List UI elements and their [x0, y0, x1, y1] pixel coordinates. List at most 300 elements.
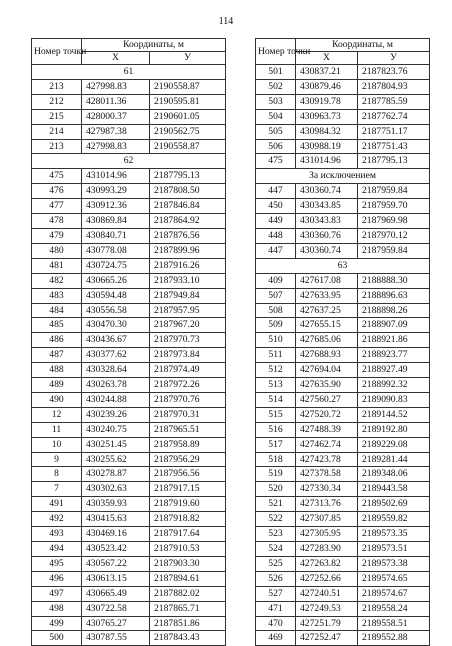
y-coordinate-cell: 2187894.61: [150, 571, 226, 586]
x-coordinate-cell: 427488.39: [296, 422, 358, 437]
x-coordinate-cell: 430988.19: [296, 139, 358, 154]
y-coordinate-cell: 2187918.82: [150, 512, 226, 527]
x-coordinate-cell: 427633.95: [296, 288, 358, 303]
table-row: [32, 333, 226, 348]
y-coordinate-cell: 2189229.08: [358, 437, 430, 452]
x-coordinate-cell: 427330.34: [296, 482, 358, 497]
table-row: [32, 288, 226, 303]
point-number-cell: 484: [32, 303, 82, 318]
point-number-cell: 471: [256, 601, 296, 616]
y-coordinate-cell: 2190601.05: [150, 109, 226, 124]
x-coordinate-cell: 427637.25: [296, 303, 358, 318]
x-coordinate-cell: 430912.36: [82, 199, 150, 214]
table-row: [256, 407, 430, 422]
point-number-cell: 506: [256, 139, 296, 154]
y-coordinate-cell: 2187959.84: [358, 184, 430, 199]
point-number-cell: 11: [32, 422, 82, 437]
table-row: [256, 556, 430, 571]
table-row: [32, 601, 226, 616]
x-coordinate-cell: 427307.85: [296, 512, 358, 527]
table-row: [256, 601, 430, 616]
y-coordinate-cell: 2187795.13: [150, 169, 226, 184]
point-number-cell: 475: [32, 169, 82, 184]
y-coordinate-cell: 2187917.64: [150, 527, 226, 542]
table-row: [256, 243, 430, 258]
x-coordinate-cell: 430665.49: [82, 586, 150, 601]
x-coordinate-cell: 430251.45: [82, 437, 150, 452]
point-number-cell: 499: [32, 616, 82, 631]
y-coordinate-cell: 2188927.49: [358, 363, 430, 378]
point-number-cell: 450: [256, 199, 296, 214]
y-coordinate-cell: 2187762.74: [358, 109, 430, 124]
point-number-cell: 476: [32, 184, 82, 199]
y-coordinate-cell: 2187973.84: [150, 348, 226, 363]
table-row: [32, 169, 226, 184]
x-coordinate-cell: 430556.58: [82, 303, 150, 318]
point-number-cell: 489: [32, 378, 82, 393]
y-coordinate-cell: 2187751.17: [358, 124, 430, 139]
x-coordinate-cell: 427263.82: [296, 556, 358, 571]
page-number: 114: [218, 16, 234, 27]
x-coordinate-cell: 427655.15: [296, 318, 358, 333]
table-row: [32, 363, 226, 378]
point-number-cell: 525: [256, 556, 296, 571]
point-number-cell: 213: [32, 139, 82, 154]
y-coordinate-cell: 2189573.38: [358, 556, 430, 571]
y-coordinate-cell: 2187974.49: [150, 363, 226, 378]
table-row: [256, 348, 430, 363]
point-number-cell: 481: [32, 258, 82, 273]
y-coordinate-cell: 2187864.92: [150, 214, 226, 229]
x-coordinate-cell: 430469.16: [82, 527, 150, 542]
x-coordinate-cell: 430879.46: [296, 79, 358, 94]
x-coordinate-cell: 428000.37: [82, 109, 150, 124]
point-number-cell: 495: [32, 556, 82, 571]
point-number-cell: 514: [256, 392, 296, 407]
table-row: [32, 273, 226, 288]
y-coordinate-cell: 2188907.09: [358, 318, 430, 333]
table-row: [256, 303, 430, 318]
y-coordinate-cell: 2187865.71: [150, 601, 226, 616]
table-row: [256, 422, 430, 437]
table-row: [32, 378, 226, 393]
y-coordinate-cell: 2187959.70: [358, 199, 430, 214]
y-coordinate-cell: 2187823.76: [358, 65, 430, 80]
y-header: У: [150, 52, 226, 65]
table-row: [256, 512, 430, 527]
table-row: [256, 467, 430, 482]
point-number-cell: 526: [256, 571, 296, 586]
y-coordinate-cell: 2189558.24: [358, 601, 430, 616]
table-row: [32, 139, 226, 154]
point-number-cell: 496: [32, 571, 82, 586]
y-coordinate-cell: 2187972.26: [150, 378, 226, 393]
x-coordinate-cell: 430343.85: [296, 199, 358, 214]
y-coordinate-cell: 2188923.77: [358, 348, 430, 363]
x-coordinate-cell: 430239.26: [82, 407, 150, 422]
section-row: [256, 169, 430, 184]
section-row: [256, 258, 430, 273]
table-row: [32, 437, 226, 452]
x-coordinate-cell: 430278.87: [82, 467, 150, 482]
point-number-cell: 497: [32, 586, 82, 601]
table-row: [256, 497, 430, 512]
point-number-cell: 449: [256, 214, 296, 229]
point-number-cell: 517: [256, 437, 296, 452]
table-row: [256, 527, 430, 542]
table-row: [256, 452, 430, 467]
table-row: [32, 243, 226, 258]
point-number-cell: 491: [32, 497, 82, 512]
table-row: [32, 527, 226, 542]
point-number-cell: 487: [32, 348, 82, 363]
point-number-cell: 492: [32, 512, 82, 527]
x-coordinate-cell: 427378.58: [296, 467, 358, 482]
y-coordinate-cell: 2189559.82: [358, 512, 430, 527]
table-row: [32, 407, 226, 422]
point-number-cell: 7: [32, 482, 82, 497]
y-coordinate-cell: 2187970.76: [150, 392, 226, 407]
x-coordinate-cell: 430360.74: [296, 184, 358, 199]
y-coordinate-cell: 2187965.51: [150, 422, 226, 437]
point-number-cell: 515: [256, 407, 296, 422]
x-coordinate-cell: 428011.36: [82, 94, 150, 109]
x-coordinate-cell: 430360.74: [296, 243, 358, 258]
table-row: [32, 124, 226, 139]
table-row: [256, 139, 430, 154]
table-row: [256, 228, 430, 243]
table-row: [32, 184, 226, 199]
x-coordinate-cell: 427520.72: [296, 407, 358, 422]
point-number-cell: 213: [32, 79, 82, 94]
x-coordinate-cell: 427283.90: [296, 542, 358, 557]
y-coordinate-cell: 2187751.43: [358, 139, 430, 154]
point-number-cell: 509: [256, 318, 296, 333]
y-coordinate-cell: 2187933.10: [150, 273, 226, 288]
table-row: [256, 184, 430, 199]
coordinates-table-left: [31, 38, 226, 646]
x-coordinate-cell: 427987.38: [82, 124, 150, 139]
x-coordinate-cell: 430302.63: [82, 482, 150, 497]
x-coordinate-cell: 427313.76: [296, 497, 358, 512]
point-number-cell: 447: [256, 243, 296, 258]
y-coordinate-cell: 2187919.60: [150, 497, 226, 512]
table-row: [256, 109, 430, 124]
y-coordinate-cell: 2187917.15: [150, 482, 226, 497]
point-number-cell: 511: [256, 348, 296, 363]
point-number-cell: 477: [32, 199, 82, 214]
point-number-cell: 480: [32, 243, 82, 258]
table-row: [256, 199, 430, 214]
x-coordinate-cell: 427998.83: [82, 79, 150, 94]
section-row: [32, 154, 226, 169]
y-coordinate-cell: 2187958.89: [150, 437, 226, 452]
table-row: [32, 79, 226, 94]
table-row: [32, 482, 226, 497]
y-coordinate-cell: 2190558.87: [150, 139, 226, 154]
x-coordinate-cell: 430665.26: [82, 273, 150, 288]
x-coordinate-cell: 427688.93: [296, 348, 358, 363]
table-row: [32, 318, 226, 333]
y-coordinate-cell: 2187916.26: [150, 258, 226, 273]
point-number-cell: 524: [256, 542, 296, 557]
x-coordinate-cell: 427240.51: [296, 586, 358, 601]
table-row: [256, 392, 430, 407]
x-coordinate-cell: 430778.08: [82, 243, 150, 258]
y-coordinate-cell: 2187808.50: [150, 184, 226, 199]
point-number-cell: 483: [32, 288, 82, 303]
table-row: [256, 571, 430, 586]
y-coordinate-cell: 2188992.32: [358, 378, 430, 393]
y-coordinate-cell: 2190595.81: [150, 94, 226, 109]
table-row: [32, 452, 226, 467]
x-coordinate-cell: 431014.96: [296, 154, 358, 169]
table-row: [32, 94, 226, 109]
y-coordinate-cell: 2187795.13: [358, 154, 430, 169]
x-coordinate-cell: 430359.93: [82, 497, 150, 512]
table-row: [256, 124, 430, 139]
point-number-cell: 523: [256, 527, 296, 542]
table-row: [256, 363, 430, 378]
x-coordinate-cell: 430255.62: [82, 452, 150, 467]
section-row: [32, 65, 226, 80]
y-coordinate-cell: 2189443.58: [358, 482, 430, 497]
x-coordinate-cell: 427462.74: [296, 437, 358, 452]
x-coordinate-cell: 427617.08: [296, 273, 358, 288]
x-coordinate-cell: 430328.64: [82, 363, 150, 378]
y-coordinate-cell: 2187846.84: [150, 199, 226, 214]
table-row: [256, 318, 430, 333]
x-coordinate-cell: 430787.55: [82, 631, 150, 646]
x-coordinate-cell: 430984.32: [296, 124, 358, 139]
table-row: [32, 542, 226, 557]
y-coordinate-cell: 2188896.63: [358, 288, 430, 303]
y-header: У: [358, 52, 430, 65]
point-number-cell: 475: [256, 154, 296, 169]
x-header: X: [296, 52, 358, 65]
table-row: [32, 497, 226, 512]
x-coordinate-cell: 427252.47: [296, 631, 358, 646]
table-row: [32, 228, 226, 243]
table-row: [32, 303, 226, 318]
x-coordinate-cell: 430869.84: [82, 214, 150, 229]
x-coordinate-cell: 427694.04: [296, 363, 358, 378]
table-row: [256, 631, 430, 646]
point-number-cell: 215: [32, 109, 82, 124]
y-coordinate-cell: 2187903.30: [150, 556, 226, 571]
point-number-header: Номер точки: [32, 39, 82, 65]
point-number-cell: 9: [32, 452, 82, 467]
point-number-cell: 482: [32, 273, 82, 288]
table-row: [32, 348, 226, 363]
y-coordinate-cell: 2187876.56: [150, 228, 226, 243]
y-coordinate-cell: 2187949.84: [150, 288, 226, 303]
point-number-cell: 409: [256, 273, 296, 288]
x-header: X: [82, 52, 150, 65]
table-row: [256, 437, 430, 452]
point-number-cell: 504: [256, 109, 296, 124]
y-coordinate-cell: 2189574.67: [358, 586, 430, 601]
point-number-cell: 10: [32, 437, 82, 452]
x-coordinate-cell: 430415.63: [82, 512, 150, 527]
point-number-cell: 502: [256, 79, 296, 94]
x-coordinate-cell: 427249.53: [296, 601, 358, 616]
table-row: [32, 258, 226, 273]
y-coordinate-cell: 2188898.26: [358, 303, 430, 318]
point-number-header: Номер точки: [256, 39, 296, 65]
y-coordinate-cell: 2189502.69: [358, 497, 430, 512]
coordinates-header: Координаты, м: [82, 39, 226, 52]
y-coordinate-cell: 2187899.96: [150, 243, 226, 258]
x-coordinate-cell: 430837.21: [296, 65, 358, 80]
y-coordinate-cell: 2187851.86: [150, 616, 226, 631]
table-row: [32, 571, 226, 586]
table-row: [32, 631, 226, 646]
x-coordinate-cell: 430963.73: [296, 109, 358, 124]
y-coordinate-cell: 2189348.06: [358, 467, 430, 482]
point-number-cell: 488: [32, 363, 82, 378]
point-number-cell: 518: [256, 452, 296, 467]
point-number-cell: 501: [256, 65, 296, 80]
point-number-cell: 519: [256, 467, 296, 482]
y-coordinate-cell: 2190558.87: [150, 79, 226, 94]
y-coordinate-cell: 2187910.53: [150, 542, 226, 557]
y-coordinate-cell: 2187804.93: [358, 79, 430, 94]
table-row: [256, 154, 430, 169]
y-coordinate-cell: 2189574.65: [358, 571, 430, 586]
table-row: [32, 616, 226, 631]
y-coordinate-cell: 2188921.86: [358, 333, 430, 348]
x-coordinate-cell: 430470.30: [82, 318, 150, 333]
point-number-cell: 512: [256, 363, 296, 378]
x-coordinate-cell: 427305.95: [296, 527, 358, 542]
x-coordinate-cell: 430765.27: [82, 616, 150, 631]
table-row: [256, 214, 430, 229]
y-coordinate-cell: 2189573.51: [358, 542, 430, 557]
x-coordinate-cell: 427635.90: [296, 378, 358, 393]
point-number-cell: 212: [32, 94, 82, 109]
y-coordinate-cell: 2189192.80: [358, 422, 430, 437]
point-number-cell: 469: [256, 631, 296, 646]
point-number-cell: 486: [32, 333, 82, 348]
y-coordinate-cell: 2187957.95: [150, 303, 226, 318]
y-coordinate-cell: 2189552.88: [358, 631, 430, 646]
table-row: [32, 422, 226, 437]
point-number-cell: 510: [256, 333, 296, 348]
point-number-cell: 500: [32, 631, 82, 646]
table-row: [32, 586, 226, 601]
y-coordinate-cell: 2187959.84: [358, 243, 430, 258]
section-label: За исключением: [256, 169, 430, 184]
x-coordinate-cell: 430244.88: [82, 392, 150, 407]
table-row: [256, 288, 430, 303]
x-coordinate-cell: 427998.83: [82, 139, 150, 154]
y-coordinate-cell: 2187969.98: [358, 214, 430, 229]
x-coordinate-cell: 430993.29: [82, 184, 150, 199]
point-number-cell: 521: [256, 497, 296, 512]
table-row: [256, 65, 430, 80]
y-coordinate-cell: 2189090.83: [358, 392, 430, 407]
point-number-cell: 522: [256, 512, 296, 527]
x-coordinate-cell: 427560.27: [296, 392, 358, 407]
point-number-cell: 470: [256, 616, 296, 631]
x-coordinate-cell: 430436.67: [82, 333, 150, 348]
x-coordinate-cell: 430919.78: [296, 94, 358, 109]
point-number-cell: 490: [32, 392, 82, 407]
x-coordinate-cell: 430594.48: [82, 288, 150, 303]
x-coordinate-cell: 427423.78: [296, 452, 358, 467]
table-row: [256, 482, 430, 497]
x-coordinate-cell: 430724.75: [82, 258, 150, 273]
point-number-cell: 505: [256, 124, 296, 139]
table-row: [256, 273, 430, 288]
x-coordinate-cell: 427252.66: [296, 571, 358, 586]
y-coordinate-cell: 2187785.59: [358, 94, 430, 109]
point-number-cell: 214: [32, 124, 82, 139]
y-coordinate-cell: 2188888.30: [358, 273, 430, 288]
table-row: [256, 79, 430, 94]
table-row: [32, 214, 226, 229]
section-label: 63: [256, 258, 430, 273]
y-coordinate-cell: 2187970.73: [150, 333, 226, 348]
x-coordinate-cell: 427251.79: [296, 616, 358, 631]
x-coordinate-cell: 427685.06: [296, 333, 358, 348]
x-coordinate-cell: 430613.15: [82, 571, 150, 586]
coordinates-header: Координаты, м: [296, 39, 430, 52]
x-coordinate-cell: 430377.62: [82, 348, 150, 363]
table-row: [256, 333, 430, 348]
coordinates-table-right: [255, 38, 430, 646]
table-row: [32, 467, 226, 482]
point-number-cell: 516: [256, 422, 296, 437]
point-number-cell: 507: [256, 288, 296, 303]
point-number-cell: 494: [32, 542, 82, 557]
x-coordinate-cell: 430523.42: [82, 542, 150, 557]
x-coordinate-cell: 430263.78: [82, 378, 150, 393]
table-row: [32, 556, 226, 571]
section-label: 62: [32, 154, 226, 169]
y-coordinate-cell: 2187882.02: [150, 586, 226, 601]
y-coordinate-cell: 2187967.20: [150, 318, 226, 333]
x-coordinate-cell: 430343.83: [296, 214, 358, 229]
y-coordinate-cell: 2187956.56: [150, 467, 226, 482]
x-coordinate-cell: 430722.58: [82, 601, 150, 616]
y-coordinate-cell: 2189144.52: [358, 407, 430, 422]
point-number-cell: 485: [32, 318, 82, 333]
table-row: [256, 616, 430, 631]
point-number-cell: 479: [32, 228, 82, 243]
y-coordinate-cell: 2189573.35: [358, 527, 430, 542]
x-coordinate-cell: 430840.71: [82, 228, 150, 243]
point-number-cell: 447: [256, 184, 296, 199]
y-coordinate-cell: 2187843.43: [150, 631, 226, 646]
point-number-cell: 498: [32, 601, 82, 616]
y-coordinate-cell: 2189558.51: [358, 616, 430, 631]
x-coordinate-cell: 431014.96: [82, 169, 150, 184]
point-number-cell: 508: [256, 303, 296, 318]
section-label: 61: [32, 65, 226, 80]
point-number-cell: 520: [256, 482, 296, 497]
y-coordinate-cell: 2187970.12: [358, 228, 430, 243]
y-coordinate-cell: 2190562.75: [150, 124, 226, 139]
point-number-cell: 513: [256, 378, 296, 393]
y-coordinate-cell: 2187970.31: [150, 407, 226, 422]
x-coordinate-cell: 430567.22: [82, 556, 150, 571]
table-row: [32, 109, 226, 124]
table-row: [256, 378, 430, 393]
y-coordinate-cell: 2187956.29: [150, 452, 226, 467]
point-number-cell: 527: [256, 586, 296, 601]
